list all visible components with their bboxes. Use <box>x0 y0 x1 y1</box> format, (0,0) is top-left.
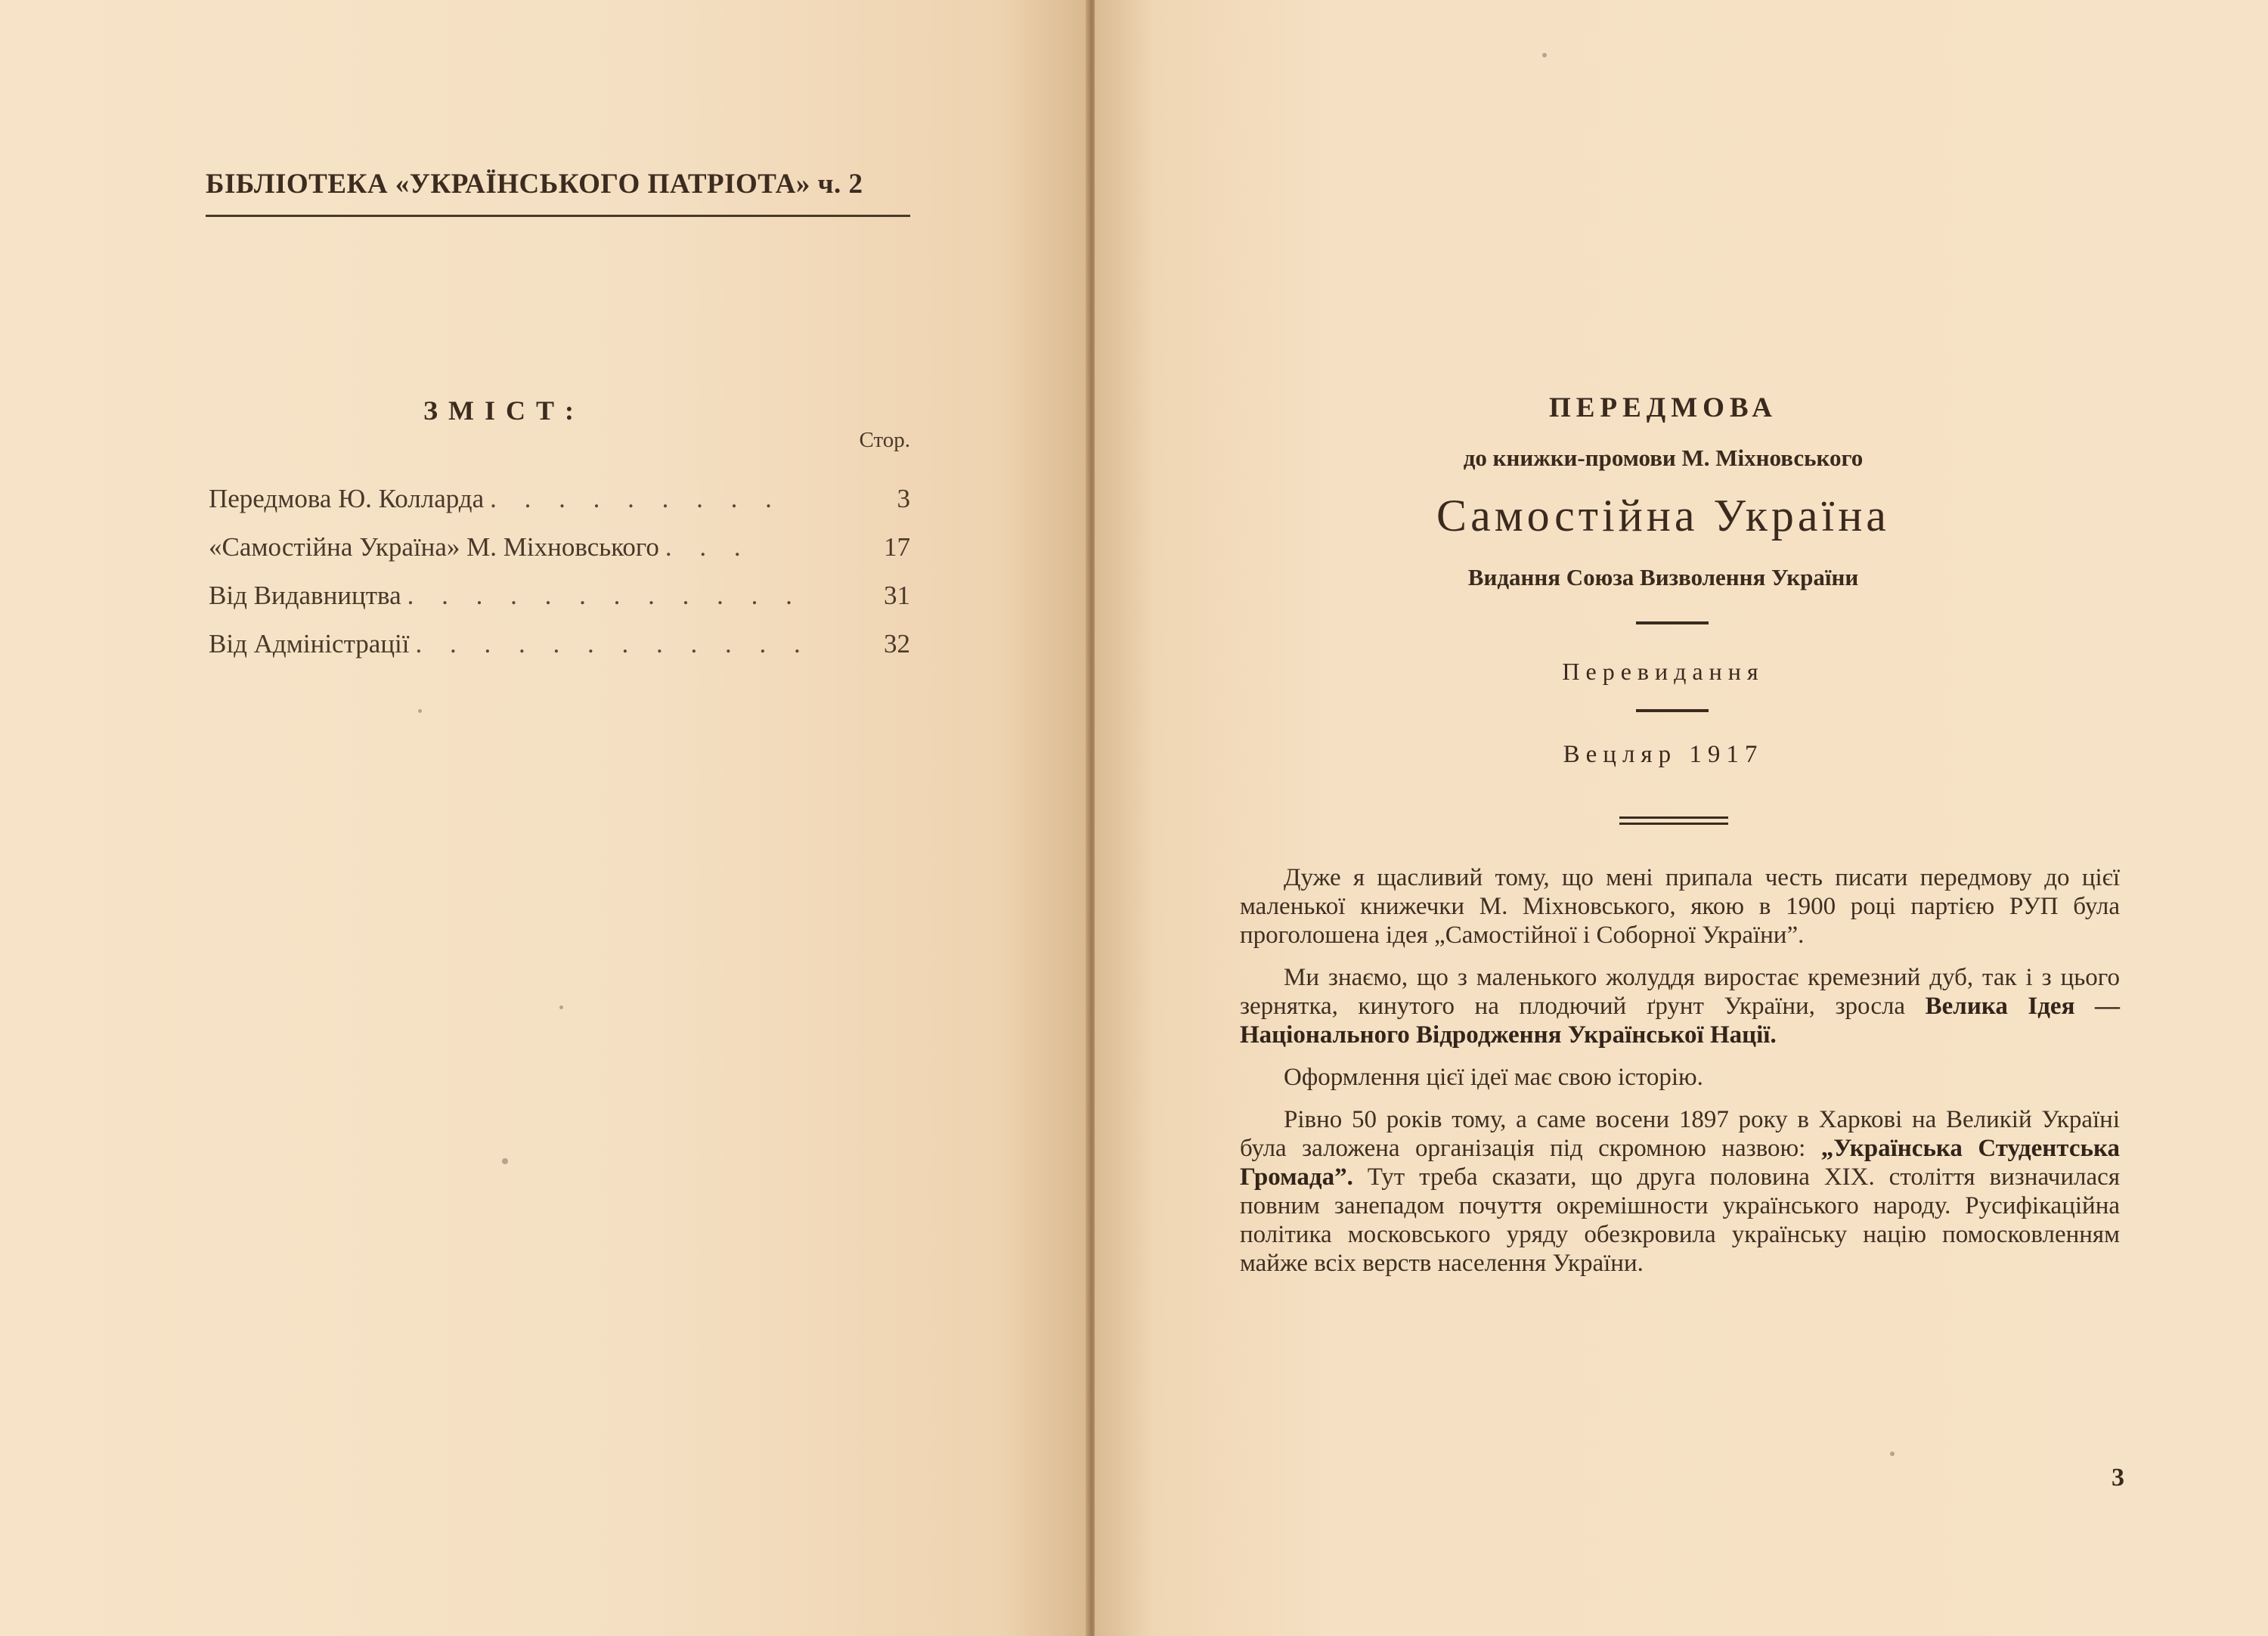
book-title: Самостійна Україна <box>1436 491 1890 541</box>
paragraph-bold-text: „Українська Студентська Громада”. <box>1240 1135 2120 1191</box>
publisher-line: Видання Союза Визволення України <box>1467 564 1859 590</box>
reedition-label: Перевидання <box>1562 658 1765 685</box>
preface-body <box>1240 863 2120 1291</box>
paragraph-text: Оформлення цієї ідеї має свою історію. <box>1284 1064 1703 1091</box>
toc-entry <box>209 484 910 532</box>
toc-leader-dots: . . . . . . . . . . . . <box>407 581 803 610</box>
paper-speck <box>418 709 422 713</box>
running-head-rule <box>206 215 910 217</box>
toc-list <box>209 484 910 677</box>
toc-entry-label: Від Видавництва <box>209 581 401 610</box>
toc-title: ЗМІСТ: <box>423 395 584 426</box>
paragraph-text: Тут треба сказати, що друга половина XIX. століття визначилася повним занепадом почуття окремішности українського народу. Русифікаційна політика московського уряду обезкровила українську націю помосковленням майже всіх верств населення України. <box>1240 1163 2120 1277</box>
toc-page-column-label: Стор. <box>859 428 910 452</box>
paper-speck <box>502 1158 508 1164</box>
toc-entry-page: 31 <box>884 581 910 610</box>
toc-entry-page: 3 <box>897 484 910 513</box>
paragraph-text: Рівно 50 років тому, а саме восени 1897 року в Харкові на Великій Україні була заложена організація під скромною назвою: <box>1240 1106 2120 1162</box>
paragraph <box>1240 1105 2120 1278</box>
toc-entry-label: Від Адміністрації <box>209 629 410 658</box>
paragraph <box>1240 963 2120 1049</box>
toc-entry-page: 17 <box>884 532 910 562</box>
preface-heading: ПЕРЕДМОВА <box>1549 392 1777 423</box>
toc-leader-dots: . . . . . . . . . . . . <box>415 629 811 658</box>
page-number: 3 <box>2112 1464 2124 1492</box>
paragraph-text: Дуже я щасливий тому, що мені припала честь писати передмову до цієї маленької книжечки М. Міхновського, якою в 1900 році партією РУП була проголошена ідея „Самостійної і Соборної України”. <box>1240 864 2120 949</box>
place-year: Вецляр 1917 <box>1563 741 1764 768</box>
divider-rule <box>1636 709 1709 712</box>
double-rule-bottom <box>1619 823 1728 825</box>
toc-entry-label: Передмова Ю. Колларда <box>209 484 485 513</box>
double-rule-top <box>1619 816 1728 819</box>
toc-entry <box>209 532 910 581</box>
toc-entry <box>209 629 910 677</box>
left-page <box>0 0 1089 1636</box>
paragraph-bold-text: Велика Ідея — Національного Відродження Української Нації. <box>1240 993 2120 1049</box>
preface-subtitle: до книжки-промови М. Міхновського <box>1463 445 1864 471</box>
toc-leader-dots: . . . <box>665 532 751 562</box>
paragraph-text: Ми знаємо, що з маленького жолуддя виростає кремезний дуб, так і з цього зернятка, кинутого на плодючий ґрунт України, зросла <box>1240 964 2120 1020</box>
toc-entry <box>209 581 910 629</box>
paper-speck <box>559 1005 563 1009</box>
divider-rule <box>1636 621 1709 624</box>
running-head: БІБЛІОТЕКА «УКРАЇНСЬКОГО ПАТРІОТА» ч. 2 <box>206 169 863 200</box>
toc-entry-page: 32 <box>884 629 910 658</box>
paper-speck <box>1890 1452 1895 1456</box>
paragraph <box>1240 863 2120 950</box>
toc-entry-label: «Самостійна Україна» М. Міхновського <box>209 532 659 562</box>
paragraph <box>1240 1063 2120 1092</box>
paper-speck <box>1542 53 1547 57</box>
toc-leader-dots: . . . . . . . . . <box>490 484 782 513</box>
